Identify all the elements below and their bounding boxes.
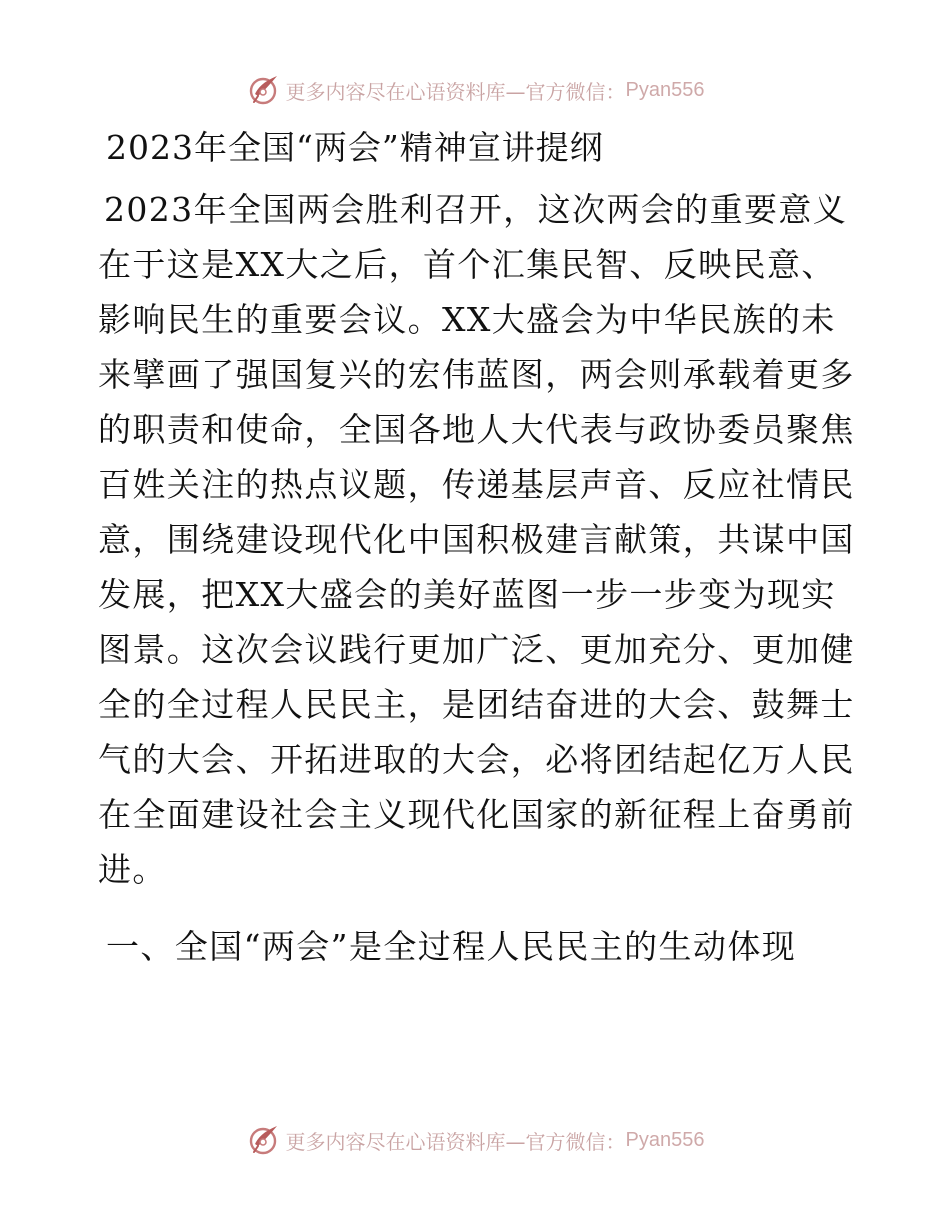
watermark-text: 更多内容尽在心语资料库—官方微信： — [285, 79, 626, 104]
quill-seal-icon — [246, 1122, 282, 1158]
document-body — [98, 120, 858, 975]
document-title: 2023年全国“两会”精神宣讲提纲 — [106, 128, 604, 167]
quill-seal-icon — [246, 72, 282, 108]
header-watermark — [0, 70, 950, 110]
footer-watermark — [0, 1120, 950, 1160]
watermark-wechat-id: Pyan556 — [625, 1128, 705, 1151]
watermark-wechat-id: Pyan556 — [625, 78, 705, 101]
watermark-text: 更多内容尽在心语资料库—官方微信： — [285, 1129, 626, 1154]
intro-paragraph: 2023年全国两会胜利召开，这次两会的重要意义在于这是XX大之后，首个汇集民智、反映民意、影响民生的重要会议。XX大盛会为中华民族的未来擘画了强国复兴的宏伟蓝图，两会则承载着更多的职责和使命，全国各地人大代表与政协委员聚焦百姓关注的热点议题，传递基层声音、反应社情民意，围绕建设现代化中国积极建言献策，共谋中国发展，把XX大盛会的美好蓝图一步一步变为现实图景。这次会议践行更加广泛、更加充分、更加健全的全过程人民民主，是团结奋进的大会、鼓舞士气的大会、开拓进取的大会，必将团结起亿万人民在全面建设社会主义现代化国家的新征程上奋勇前进。 — [98, 190, 855, 889]
section-heading: 一、全国“两会”是全过程人民民主的生动体现 — [106, 927, 797, 966]
